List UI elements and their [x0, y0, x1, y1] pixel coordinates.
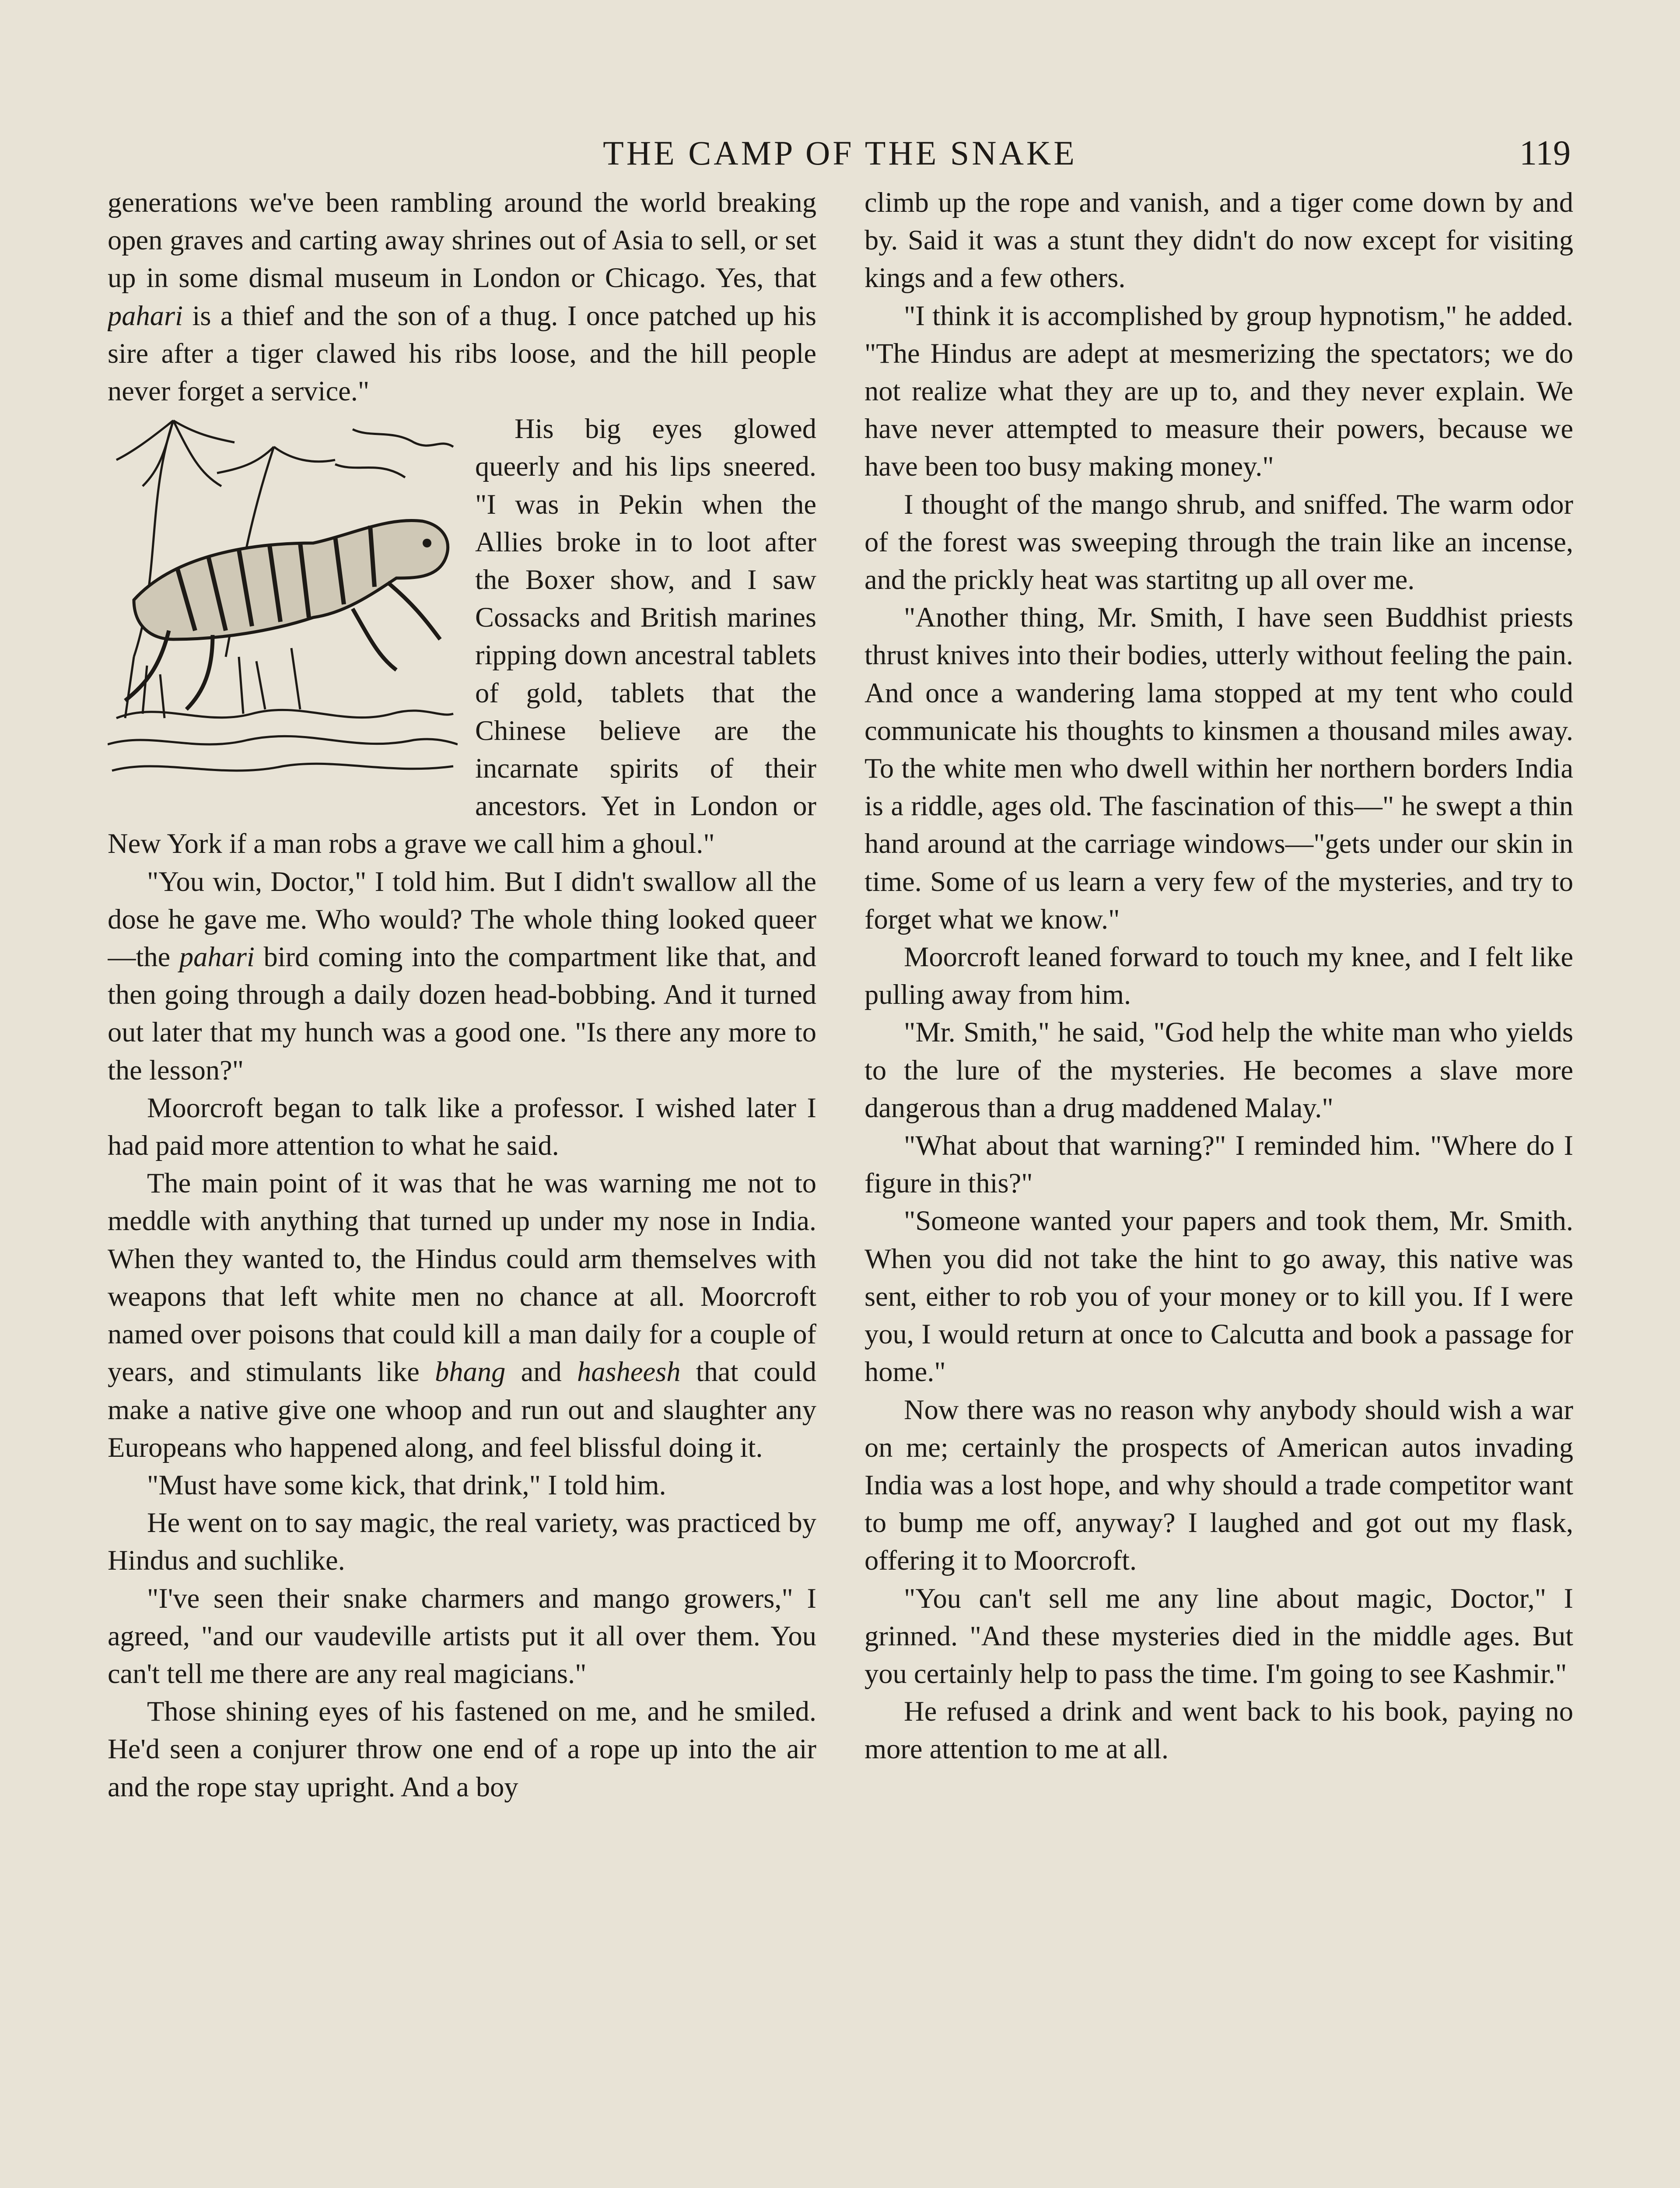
paragraph: The main point of it was that he was warning me not to meddle with anything that turned up under my nose in India. When they wanted to, the Hindus could arm themselves with weapons that left white men no chance at all. Moorcroft named over poisons that could kill a man daily for a couple of years, and stimulants like bhang and hasheesh that could make a native give one whoop and run out and slaughter any Europeans who happened along, and feel blissful doing it.	[108, 1168, 816, 1463]
running-header	[105, 131, 1575, 184]
paragraph: Moorcroft leaned forward to touch my knee, and I felt like pulling away from him.	[864, 941, 1573, 1010]
paragraph: He refused a drink and went back to his book, paying no more attention to me at all.	[864, 1696, 1573, 1765]
paragraph: I thought of the mango shrub, and sniffed. The warm odor of the forest was sweeping through the train like an incense, and the prickly heat was startitng up all over me.	[864, 488, 1573, 596]
paragraph: "What about that warning?" I reminded him. "Where do I figure in this?"	[864, 1130, 1573, 1199]
paragraph: His big eyes glowed queerly and his lips sneered. "I was in Pekin when the Allies broke in to loot after the Boxer show, and I saw Cossacks and British marines ripping down ancestral tablets of gold, tablets that the Chinese believe are the incarnate spirits of their ancestors. Yet in London or New York if a man robs a grave we call him a ghoul."	[108, 410, 816, 863]
paragraph: Moorcroft began to talk like a professor. I wished later I had paid more attention to what he said.	[108, 1092, 816, 1161]
paragraph: Now there was no reason why anybody should wish a war on me; certainly the prospects of American autos invading India was a lost hope, and why should a trade competitor want to bump me off, anyway? I laughed and got out my flask, offering it to Moorcroft.	[864, 1394, 1573, 1576]
paragraph: "Another thing, Mr. Smith, I have seen Buddhist priests thrust knives into their bodies, utterly without feeling the pain. And once a wandering lama stopped at my tent who could communicate his thoughts to kinsmen a thousand miles away. To the white men who dwell within her northern borders India is a riddle, ages old. The fascination of this—" he swept a thin hand around at the carriage windows—"gets under our skin in time. Some of us learn a very few of the mysteries, and try to forget what we know."	[864, 602, 1573, 935]
paragraph: Those shining eyes of his fastened on me, and he smiled. He'd seen a conjurer throw one end of a rope up into the air and the rope stay upright. And a boy	[108, 1696, 816, 1802]
page-title: THE CAMP OF THE SNAKE	[603, 134, 1077, 172]
paragraph: "Someone wanted your papers and took them, Mr. Smith. When you did not take the hint to go away, this native was sent, either to rob you of your money or to kill you. If I were you, I would return at once to Calcutta and book a passage for home."	[864, 1205, 1573, 1388]
right-column	[864, 184, 1573, 2188]
paragraph: "Mr. Smith," he said, "God help the white man who yields to the lure of the mysteries. He becomes a slave more dangerous than a drug maddened Malay."	[864, 1017, 1573, 1123]
paragraph: "You win, Doctor," I told him. But I didn't swallow all the dose he gave me. Who would? The whole thing looked queer—the pahari bird coming into the compartment like that, and then going through a daily dozen head-bobbing. And it turned out later that my hunch was a good one. "Is there any more to the lesson?"	[108, 866, 816, 1086]
paragraph: "I think it is accomplished by group hypnotism," he added. "The Hindus are adept at mesmerizing the spectators; we do not realize what they are up to, and they never explain. We have never attempted to measure their powers, because we have been too busy making money."	[864, 300, 1573, 482]
paragraph: He went on to say magic, the real variety, was practiced by Hindus and suchlike.	[108, 1507, 816, 1576]
paragraph: climb up the rope and vanish, and a tiger come down by and by. Said it was a stunt they didn't do now except for visiting kings and a few others.	[864, 187, 1573, 294]
tiger-jungle-illustration-icon	[108, 412, 458, 788]
paragraph: "I've seen their snake charmers and mango growers," I agreed, "and our vaudeville artists put it all over them. You can't tell me there are any real magicians."	[108, 1582, 816, 1689]
paragraph: generations we've been rambling around the world breaking open graves and carting away shrines out of Asia to sell, or set up in some dismal museum in London or Chicago. Yes, that pahari is a thief and the son of a thug. I once patched up his sire after a tiger clawed his ribs loose, and the hill people never forget a service."	[108, 187, 816, 407]
page-number: 119	[1519, 134, 1571, 172]
left-column	[108, 184, 816, 2188]
paragraph: "You can't sell me any line about magic, Doctor," I grinned. "And these mysteries died in the middle ages. But you certainly help to pass the time. I'm going to see Kashmir."	[864, 1582, 1573, 1689]
paragraph: "Must have some kick, that drink," I told him.	[147, 1469, 666, 1501]
